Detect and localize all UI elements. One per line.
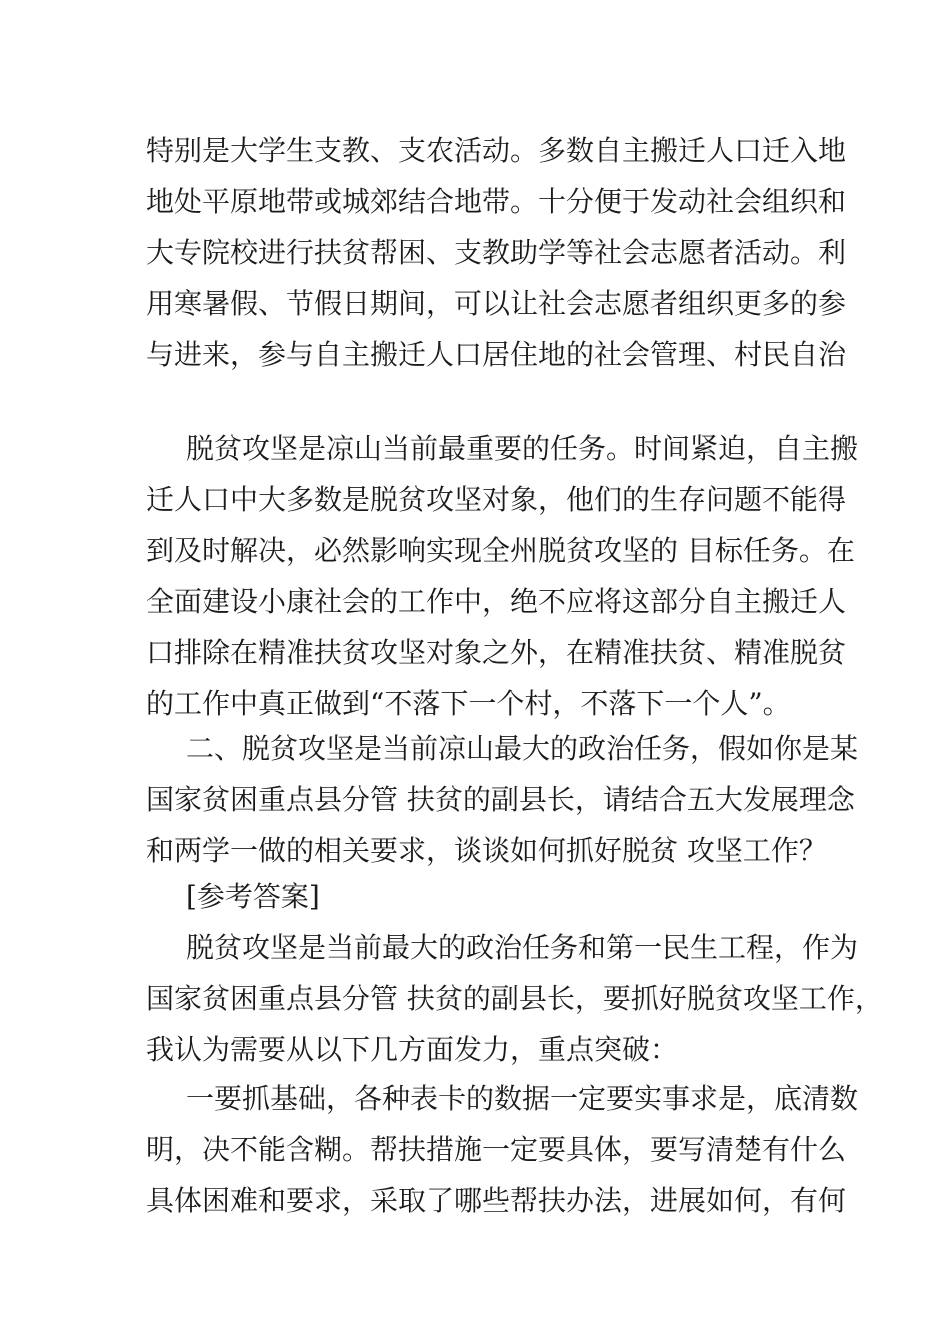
text-line: 国家贫困重点县分管 扶贫的副县长，要抓好脱贫攻坚工作， <box>146 982 883 1015</box>
text-line: 具体困难和要求，采取了哪些帮扶办法，进展如何，有何 <box>146 1184 847 1217</box>
text-line: 与进来，参与自主搬迁人口居住地的社会管理、村民自治 <box>146 338 847 371</box>
text-line: 用寒暑假、节假日期间，可以让社会志愿者组织更多的参 <box>146 287 847 320</box>
text-line: 一要抓基础，各种表卡的数据一定要实事求是，底清数 <box>186 1082 859 1115</box>
text-line: 特别是大学生支教、支农活动。多数自主搬迁人口迁入地 <box>146 134 847 167</box>
text-line: 迁人口中大多数是脱贫攻坚对象，他们的生存问题不能得 <box>146 483 847 516</box>
text-line: 脱贫攻坚是当前最大的政治任务和第一民生工程，作为 <box>186 931 859 964</box>
text-line: 二、脱贫攻坚是当前凉山最大的政治任务，假如你是某 <box>186 732 859 765</box>
text-line: 明，决不能含糊。帮扶措施一定要具体，要写清楚有什么 <box>146 1133 847 1166</box>
text-line: 到及时解决，必然影响实现全州脱贫攻坚的 目标任务。在 <box>146 534 855 567</box>
text-line: 口排除在精准扶贫攻坚对象之外，在精准扶贫、精准脱贫 <box>146 636 847 669</box>
text-line: 大专院校进行扶贫帮困、支教助学等社会志愿者活动。利 <box>146 236 847 269</box>
reference-answer-heading: [参考答案] <box>186 880 320 913</box>
text-line: 地处平原地带或城郊结合地带。十分便于发动社会组织和 <box>146 185 847 218</box>
text-line: 国家贫困重点县分管 扶贫的副县长，请结合五大发展理念 <box>146 783 855 816</box>
text-line: 脱贫攻坚是凉山当前最重要的任务。时间紧迫，自主搬 <box>186 432 859 465</box>
text-line: 我认为需要从以下几方面发力，重点突破： <box>146 1033 679 1066</box>
text-line: 和两学一做的相关要求，谈谈如何抓好脱贫 攻坚工作？ <box>146 834 827 867</box>
text-line: 的工作中真正做到“不落下一个村，不落下一个人”。 <box>146 687 791 720</box>
text-line: 全面建设小康社会的工作中，绝不应将这部分自主搬迁人 <box>146 585 847 618</box>
